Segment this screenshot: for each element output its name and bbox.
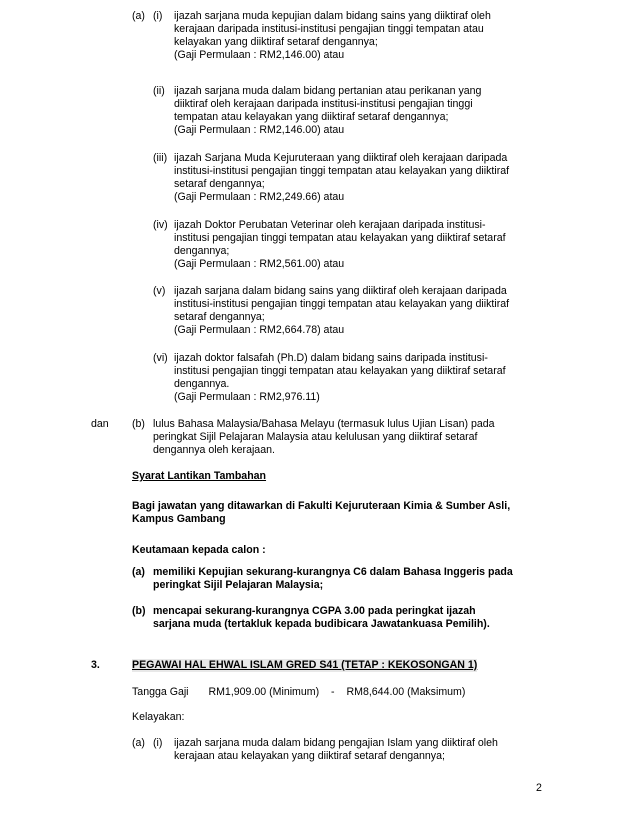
qualification-item-vi xyxy=(174,352,544,404)
item-line: peringkat Sijil Pelajaran Malaysia; xyxy=(153,579,324,591)
conjunction-dan: dan xyxy=(91,418,109,430)
item-line: ijazah sarjana dalam bidang sains yang diiktiraf oleh kerajaan daripada xyxy=(174,285,507,297)
section-number: 3. xyxy=(91,659,100,671)
qualification-item-i xyxy=(174,10,544,62)
qualification-a-label: (a) xyxy=(132,10,145,22)
item-number-vi: (vi) xyxy=(153,352,168,364)
salary-line: (Gaji Permulaan : RM2,146.00) atau xyxy=(174,124,345,136)
priority-item-a xyxy=(153,566,544,592)
additional-conditions-heading: Syarat Lantikan Tambahan xyxy=(132,470,267,482)
item-line: ijazah sarjana muda dalam bidang pertanian atau perikanan yang xyxy=(174,85,482,97)
item-line: tempatan atau kelayakan yang diiktiraf setaraf dengannya; xyxy=(174,111,449,123)
item-line: institusi pengajian tinggi tempatan atau kelayakan yang diiktiraf setaraf xyxy=(174,365,506,377)
qualification-item-iii xyxy=(174,152,544,204)
item-line: peringkat Sijil Pelajaran Malaysia atau kelulusan yang diiktiraf setaraf xyxy=(153,431,478,443)
salary-maximum: RM8,644.00 (Maksimum) xyxy=(346,686,466,698)
item-number-i: (i) xyxy=(153,10,163,22)
faculty-line: Bagi jawatan yang ditawarkan di Fakulti Kejuruteraan Kimia & Sumber Asli, xyxy=(132,500,511,512)
item-line: ijazah Sarjana Muda Kejuruteraan yang diiktiraf oleh kerajaan daripada xyxy=(174,152,508,164)
item-line: kelayakan yang diiktiraf setaraf dengannya; xyxy=(174,36,378,48)
item-number-ii: (ii) xyxy=(153,85,165,97)
item-line: ijazah doktor falsafah (Ph.D) dalam bidang sains daripada institusi- xyxy=(174,352,488,364)
salary-minimum: RM1,909.00 (Minimum) xyxy=(208,686,320,698)
priority-item-a-label: (a) xyxy=(132,566,145,578)
item-line: kerajaan daripada institusi-institusi pengajian tinggi tempatan atau xyxy=(174,23,484,35)
salary-line: (Gaji Permulaan : RM2,249.66) atau xyxy=(174,191,345,203)
salary-scale-label: Tangga Gaji xyxy=(132,686,189,698)
salary-line: (Gaji Permulaan : RM2,146.00) atau xyxy=(174,49,345,61)
salary-line: (Gaji Permulaan : RM2,976.11) xyxy=(174,391,320,403)
faculty-statement xyxy=(132,500,544,526)
item-line: kerajaan atau kelayakan yang diiktiraf setaraf dengannya; xyxy=(174,750,445,762)
salary-line: (Gaji Permulaan : RM2,664.78) atau xyxy=(174,324,345,336)
item-number-v: (v) xyxy=(153,285,166,297)
item-line: diiktiraf oleh kerajaan daripada institusi-institusi pengajian tinggi xyxy=(174,98,473,110)
item-line: institusi pengajian tinggi tempatan atau kelayakan yang diiktiraf setaraf xyxy=(174,232,506,244)
item-line: dengannya; xyxy=(174,245,230,257)
item-line: setaraf dengannya; xyxy=(174,178,265,190)
item-line: memiliki Kepujian sekurang-kurangnya C6 dalam Bahasa Inggeris pada xyxy=(153,566,513,578)
item-line: ijazah sarjana muda dalam bidang pengajian Islam yang diiktiraf oleh xyxy=(174,737,498,749)
item-line: institusi-institusi pengajian tinggi tempatan atau kelayakan yang diiktiraf xyxy=(174,165,510,177)
faculty-line: Kampus Gambang xyxy=(132,513,226,525)
section3-qualification-i xyxy=(174,737,544,763)
qualification-item-ii xyxy=(174,85,544,137)
item-line: lulus Bahasa Malaysia/Bahasa Melayu (termasuk lulus Ujian Lisan) pada xyxy=(153,418,495,430)
item-line: setaraf dengannya; xyxy=(174,311,265,323)
item-number-iv: (iv) xyxy=(153,219,168,231)
salary-separator: - xyxy=(331,686,335,698)
qualification-b-text xyxy=(153,418,544,457)
section-title: PEGAWAI HAL EHWAL ISLAM GRED S41 (TETAP : KEKOSONGAN 1) xyxy=(132,659,478,671)
priority-item-b xyxy=(153,605,544,631)
section3-a-label: (a) xyxy=(132,737,145,749)
item-line: dengannya. xyxy=(174,378,230,390)
item-line: ijazah Doktor Perubatan Veterinar oleh kerajaan daripada institusi- xyxy=(174,219,486,231)
item-line: dengannya oleh kerajaan. xyxy=(153,444,275,456)
item-line: institusi-institusi pengajian tinggi tempatan atau kelayakan yang diiktiraf xyxy=(174,298,510,310)
qualification-item-v xyxy=(174,285,544,337)
section3-item-number: (i) xyxy=(153,737,163,749)
item-line: ijazah sarjana muda kepujian dalam bidang sains yang diiktiraf oleh xyxy=(174,10,491,22)
item-line: sarjana muda (tertakluk kepada budibicara Jawatankuasa Pemilih). xyxy=(153,618,490,630)
item-line: mencapai sekurang-kurangnya CGPA 3.00 pada peringkat ijazah xyxy=(153,605,476,617)
salary-line: (Gaji Permulaan : RM2,561.00) atau xyxy=(174,258,345,270)
qualification-item-iv xyxy=(174,219,544,271)
priority-label: Keutamaan kepada calon : xyxy=(132,544,266,556)
item-number-iii: (iii) xyxy=(153,152,168,164)
qualification-b-label: (b) xyxy=(132,418,145,430)
qualifications-heading: Kelayakan: xyxy=(132,711,185,723)
priority-item-b-label: (b) xyxy=(132,605,146,617)
salary-scale xyxy=(132,686,465,699)
page-number: 2 xyxy=(536,782,542,794)
